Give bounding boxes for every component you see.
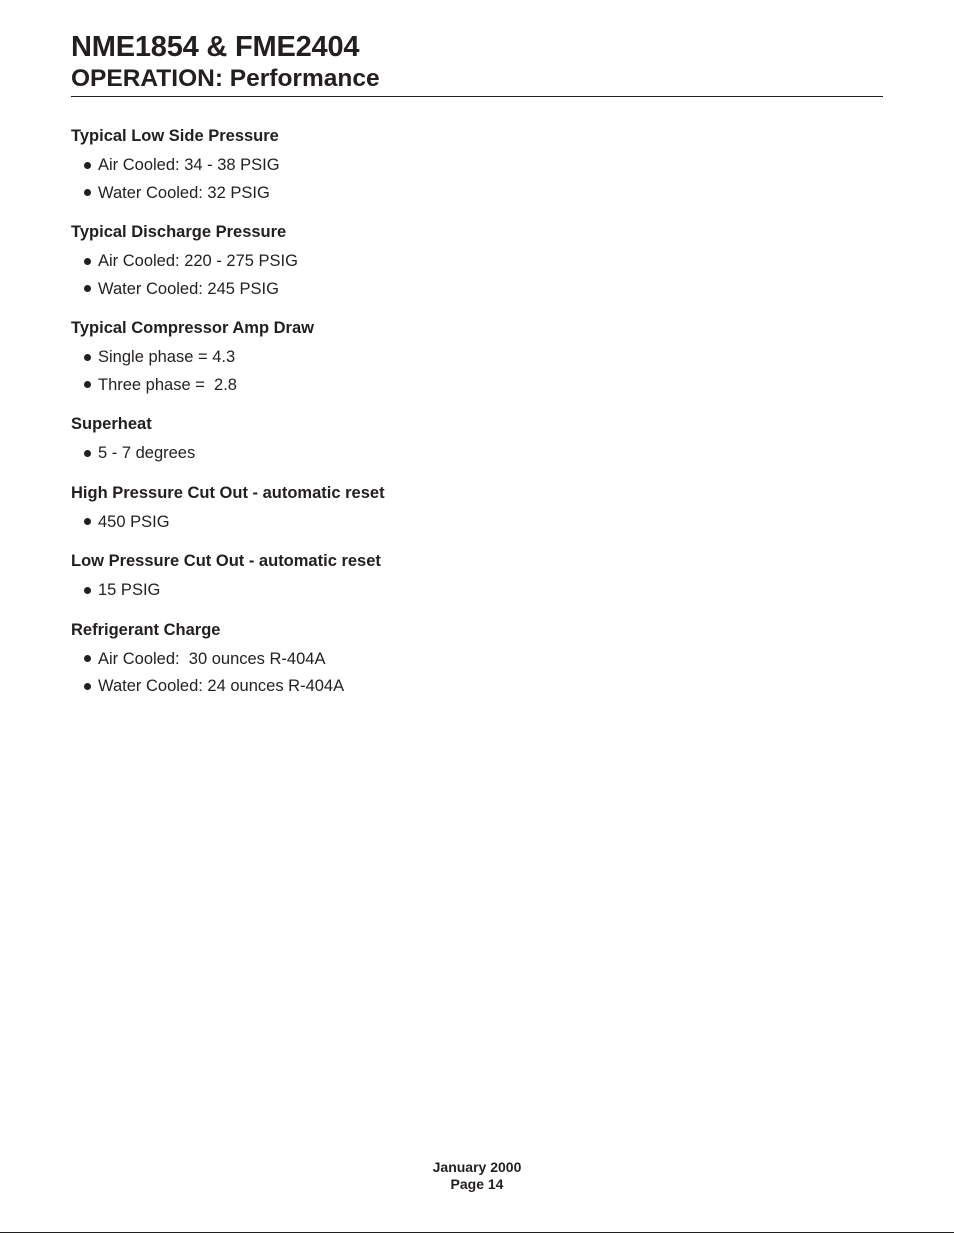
list-item [71, 276, 883, 304]
bullet-list [71, 344, 883, 399]
section-heading: Typical Discharge Pressure [71, 223, 287, 241]
section-heading: Typical Low Side Pressure [71, 127, 279, 145]
footer-page-number: Page 14 [450, 1176, 504, 1192]
list-item [71, 440, 883, 468]
list-item [71, 646, 883, 674]
section-heading: Low Pressure Cut Out - automatic reset [71, 552, 381, 570]
list-item [71, 248, 883, 276]
page-header [71, 30, 883, 97]
section-discharge-pressure [71, 220, 883, 303]
section-heading: Refrigerant Charge [71, 620, 221, 639]
bullet-icon [84, 655, 91, 662]
section-low-side-pressure [71, 124, 883, 207]
list-item-text: 15 PSIG [98, 581, 161, 599]
list-item-text: 5 - 7 degrees [98, 444, 196, 462]
bullet-icon [84, 285, 91, 292]
section-high-pressure-cut-out [71, 481, 883, 537]
section-refrigerant-charge [71, 618, 883, 701]
list-item-text: Water Cooled: 24 ounces R-404A [98, 677, 345, 695]
bullet-list [71, 152, 883, 207]
list-item-text: Water Cooled: 32 PSIG [98, 183, 270, 202]
list-item [71, 372, 883, 400]
bullet-icon [84, 381, 91, 388]
bullet-icon [84, 450, 91, 457]
footer-date: January 2000 [432, 1159, 522, 1175]
section-heading: High Pressure Cut Out - automatic reset [71, 483, 385, 502]
page-footer [0, 1159, 954, 1193]
list-item-text: Air Cooled: 30 ounces R-404A [98, 649, 326, 668]
list-item-text: Air Cooled: 220 - 275 PSIG [98, 252, 298, 270]
bullet-icon [84, 162, 91, 169]
list-item [71, 509, 883, 537]
list-item [71, 673, 883, 701]
section-low-pressure-cut-out [71, 549, 883, 605]
list-item-text: Water Cooled: 245 PSIG [98, 279, 279, 298]
bullet-icon [84, 587, 91, 594]
bullet-icon [84, 258, 91, 265]
section-heading: Typical Compressor Amp Draw [71, 319, 314, 337]
bullet-list [71, 646, 883, 701]
bullet-list [71, 440, 883, 468]
document-subtitle: OPERATION: Performance [71, 65, 380, 92]
section-heading: Superheat [71, 415, 152, 433]
bullet-list [71, 509, 883, 537]
list-item-text: 450 PSIG [98, 512, 170, 531]
bullet-icon [84, 518, 91, 525]
page-content [71, 124, 883, 714]
list-item [71, 577, 883, 605]
bullet-list [71, 577, 883, 605]
list-item-text: Three phase = 2.8 [98, 375, 237, 394]
document-title: NME1854 & FME2404 [71, 31, 360, 63]
list-item-text: Single phase = 4.3 [98, 348, 236, 366]
list-item-text: Air Cooled: 34 - 38 PSIG [98, 156, 280, 174]
section-superheat [71, 412, 883, 468]
bullet-list [71, 248, 883, 303]
bullet-icon [84, 189, 91, 196]
section-compressor-amp-draw [71, 316, 883, 399]
list-item [71, 152, 883, 180]
bottom-divider [0, 1232, 954, 1233]
list-item [71, 180, 883, 208]
bullet-icon [84, 683, 91, 690]
bullet-icon [84, 354, 91, 361]
list-item [71, 344, 883, 372]
